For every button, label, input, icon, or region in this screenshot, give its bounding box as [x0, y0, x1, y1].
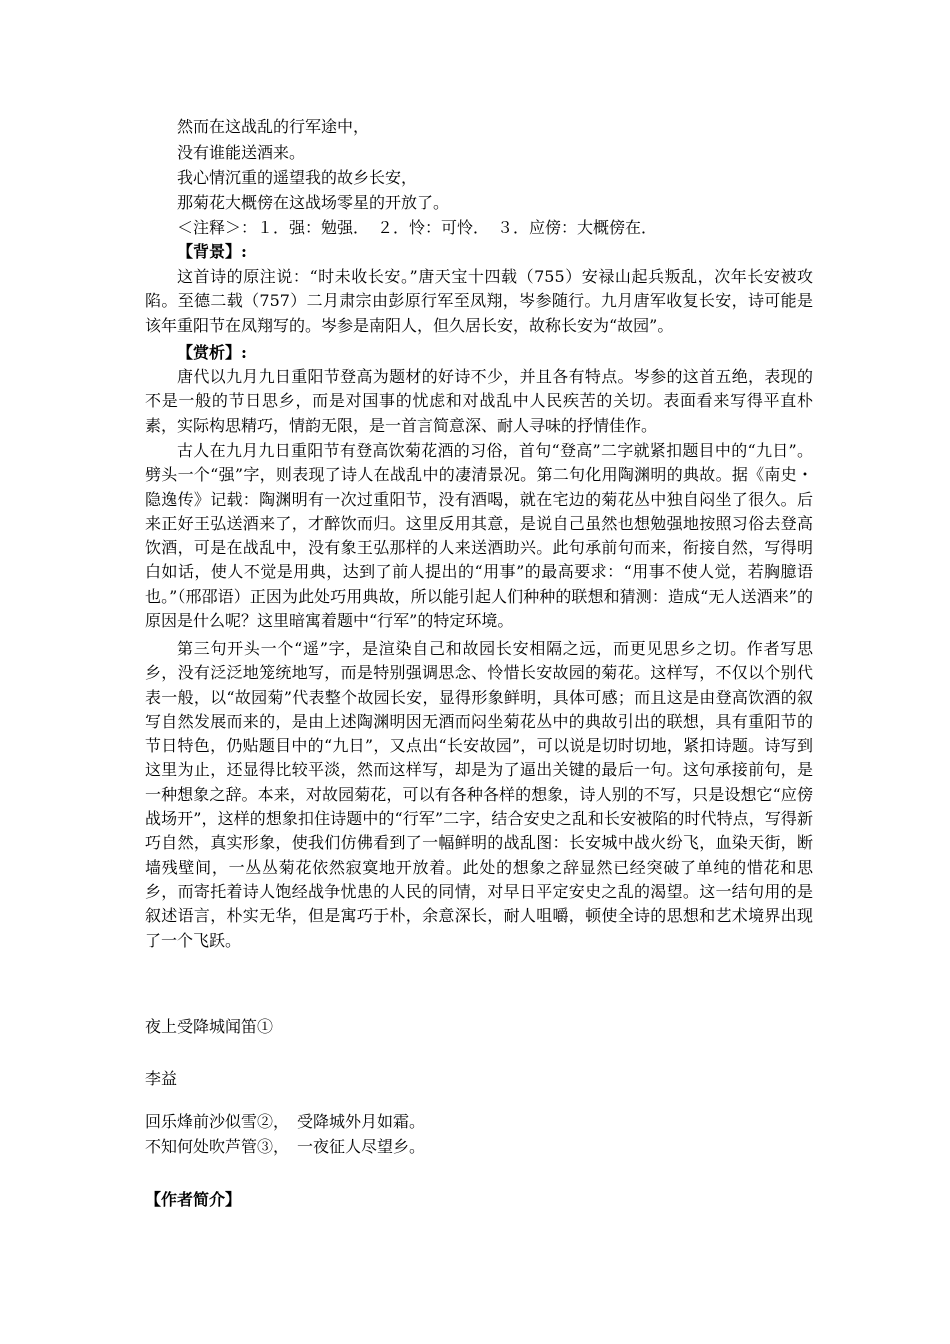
next-poem-line-1: 回乐烽前沙似雪②， 受降城外月如霜。 [145, 1112, 426, 1131]
next-poem-author: 李益 [145, 1069, 178, 1088]
notes-line: ＜注释＞：１．强：勉强． ２．怜：可怜． ３．应傍：大概傍在． [177, 218, 658, 237]
translation-line-1: 然而在这战乱的行军途中， [177, 117, 370, 136]
next-poem-title: 夜上受降城闻笛① [145, 1017, 274, 1036]
background-heading: 【背景】: [177, 242, 247, 261]
appreciation-paragraph-3: 第三句开头一个“遥”字，是渲染自己和故园长安相隔之远，而更见思乡之切。作者写思乡，没有泛泛地笼统地写，而是特别强调思念、怜惜长安故园的菊花。这样写，不仅以个别代表一般，以“故园菊”代表整个故园长安，显得形象鲜明，具体可感；而且这是由登高饮酒的叙写自然发展而来的，是由上述陶渊明因无酒而闷坐菊花丛中的典故引出的联想，具有重阳节的节日特色，仍贴题目中的“九日”，又点出“长安故园”，可以说是切时切地，紧扣诗题。诗写到这里为止，还显得比较平淡，然而这样写，却是为了逼出关键的最后一句。这句承接前句，是一种想象之辞。本来，对故园菊花，可以有各种各样的想象，诗人别的不写，只是设想它“应傍战场开”，这样的想象扣住诗题中的“行军”二字，结合安史之乱和长安被陷的时代特点，写得新巧自然，真实形象，使我们仿佛看到了一幅鲜明的战乱图：长安城中战火纷飞，血染天街，断墙残壁间，一丛丛菊花依然寂寞地开放着。此处的想象之辞显然已经突破了单纯的惜花和思乡，而寄托着诗人饱经战争忧患的人民的同情，对早日平定安史之乱的渴望。这一结句用的是叙述语言，朴实无华，但是寓巧于朴，余意深长，耐人咀嚼，顿使全诗的思想和艺术境界出现了一个飞跃。 [145, 639, 813, 950]
translation-line-4: 那菊花大概傍在这战场零星的开放了。 [177, 193, 450, 212]
next-poem-line-2: 不知何处吹芦管③， 一夜征人尽望乡。 [145, 1137, 426, 1156]
author-intro-heading: 【作者简介】 [145, 1190, 242, 1209]
appreciation-paragraph-1: 唐代以九月九日重阳节登高为题材的好诗不少，并且各有特点。岑参的这首五绝，表现的不是一般的节日思乡，而是对国事的忧虑和对战乱中人民疾苦的关切。表面看来写得平直朴素，实际构思精巧，情韵无限，是一首言简意深、耐人寻味的抒情佳作。 [145, 367, 813, 435]
background-paragraph: 这首诗的原注说：“时未收长安。”唐天宝十四载（755）安禄山起兵叛乱，次年长安被攻陷。至德二载（757）二月肃宗由彭原行军至凤翔，岑参随行。九月唐军收复长安，诗可能是该年重阳节在凤翔写的。岑参是南阳人，但久居长安，故称长安为“故园”。 [145, 267, 813, 335]
appreciation-heading: 【赏析】: [177, 343, 247, 362]
translation-line-3: 我心情沉重的遥望我的故乡长安， [177, 168, 418, 187]
translation-line-2: 没有谁能送酒来。 [177, 143, 306, 162]
appreciation-paragraph-2: 古人在九月九日重阳节有登高饮菊花酒的习俗，首句“登高”二字就紧扣题目中的“九日”。劈头一个“强”字，则表现了诗人在战乱中的凄清景况。第二句化用陶渊明的典故。据《南史・隐逸传》记载：陶渊明有一次过重阳节，没有酒喝，就在宅边的菊花丛中独自闷坐了很久。后来正好王弘送酒来了，才醉饮而归。这里反用其意，是说自己虽然也想勉强地按照习俗去登高饮酒，可是在战乱中，没有象王弘那样的人来送酒助兴。此句承前句而来，衔接自然，写得明白如话，使人不觉是用典，达到了前人提出的“用事”的最高要求：“用事不使人觉，若胸臆语也。”（邢邵语）正因为此处巧用典故，所以能引起人们种种的联想和猜测：造成“无人送酒来”的原因是什么呢？这里暗寓着题中“行军”的特定环境。 [145, 441, 813, 631]
